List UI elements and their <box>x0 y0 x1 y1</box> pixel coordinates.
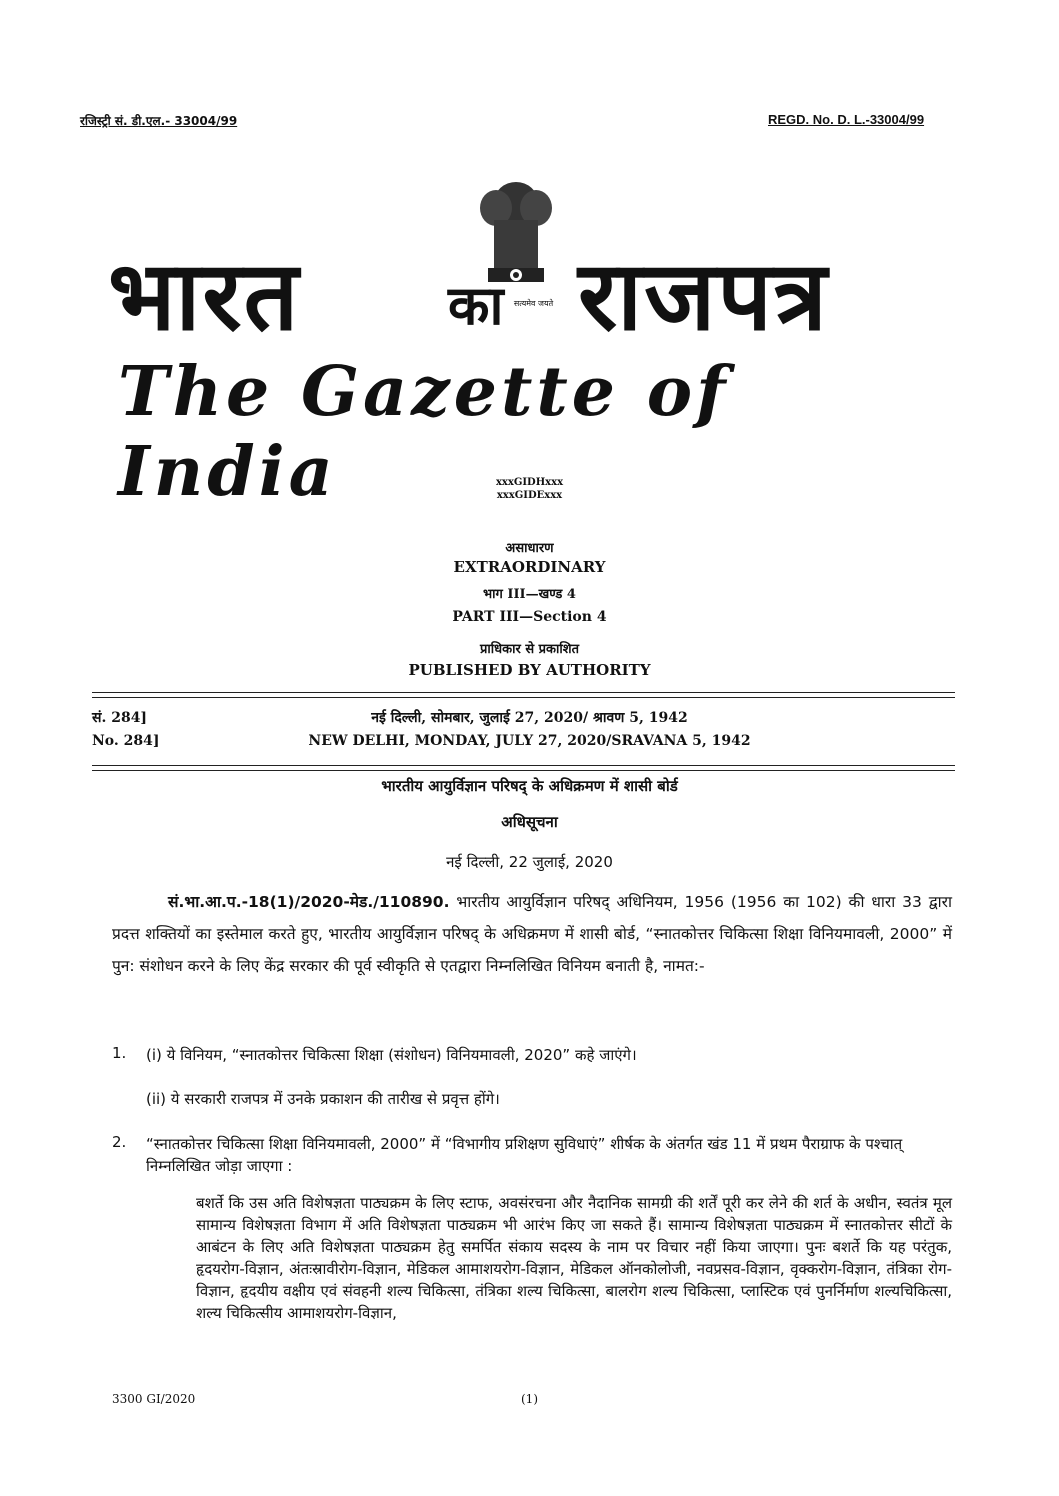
item-1-clause-ii: (ii) ये सरकारी राजपत्र में उनके प्रकाशन की तारीख से प्रवृत्त होंगे। <box>146 1090 500 1108</box>
issue-number-english: No. 284] <box>92 733 160 749</box>
proviso-text: बशर्ते कि उस अति विशेषज्ञता पाठ्यक्रम के लिए स्टाफ, अवसंरचना और नैदानिक सामग्री की शर्तें पूरी कर लेने की शर्त के अधीन, स्वतंत्र मूल सामान्य विशेषज्ञता विभाग में अति विशेषज्ञता पाठ्यक्रम भी आरंभ किए जा सकते हैं। सामान्य विशेषज्ञता पाठ्यक्रम में स्नातकोत्तर सीटों के आबंटन के लिए अति विशेषज्ञता पाठ्यक्रम हेतु समर्पित संकाय सदस्य के नाम पर विचार नहीं किया जाएगा। पुनः बशर्ते कि यह परंतुक, हृदयरोग-विज्ञान, अंतःस्रावीरोग-विज्ञान, मेडिकल आमाशयरोग-विज्ञान, मेडिकल ऑनकोलोजी, नवप्रसव-विज्ञान, वृक्करोग-विज्ञान, तंत्रिका रोग-विज्ञान, हृदयीय वक्षीय एवं संवहनी शल्य चिकित्सा, तंत्रिका शल्य चिकित्सा, बालरोग शल्य चिकित्सा, प्लास्टिक एवं पुनर्निर्माण शल्यचिकित्सा, शल्य चिकित्सीय आमाशयरोग-विज्ञान, <box>196 1194 952 1322</box>
edition-type-english: EXTRAORDINARY <box>453 558 606 576</box>
page-number: (1) <box>521 1392 538 1406</box>
item-1-number: 1. <box>112 1044 127 1062</box>
board-title: भारतीय आयुर्विज्ञान परिषद् के अधिक्रमण में शासी बोर्ड <box>381 777 678 795</box>
footer-code: 3300 GI/2020 <box>112 1392 196 1406</box>
issue-date-english: NEW DELHI, MONDAY, JULY 27, 2020/SRAVANA 5, 1942 <box>308 733 751 749</box>
gid-code-hindi: xxxGIDHxxx <box>495 477 564 488</box>
masthead-hindi-rajpatra: राजपत्र <box>578 240 829 352</box>
part-hindi: भाग III—खण्ड 4 <box>483 587 576 602</box>
top-rule-1 <box>92 692 955 693</box>
gid-code-english: xxxGIDExxx <box>496 490 563 501</box>
masthead-hindi <box>108 240 948 352</box>
preamble-text: भारतीय आयुर्विज्ञान परिषद् अधिनियम, 1956 (1956 का 102) की धारा 33 द्वारा प्रदत्त शक्तियों का इस्तेमाल करते हुए, भारतीय आयुर्विज्ञान परिषद् के अधिक्रमण में शासी बोर्ड, “स्नातकोत्तर चिकित्सा शिक्षा विनियमावली, 2000” में पुन: संशोधन करने के लिए केंद्र सरकार की पूर्व स्वीकृति से एतद्वारा निम्नलिखित विनियम बनाती है, नामत:- <box>112 893 952 975</box>
emblem-motto: सत्यमेव जयते <box>513 299 554 308</box>
masthead-hindi-ka: का <box>448 274 506 337</box>
item-2-number: 2. <box>112 1133 127 1151</box>
notification-heading: अधिसूचना <box>501 813 558 831</box>
registration-number-hindi: रजिस्ट्री सं. डी.एल.- 33004/99 <box>80 114 238 128</box>
bottom-rule-1 <box>92 765 955 766</box>
masthead-english: The Gazette of India <box>118 352 730 512</box>
issue-number-hindi: सं. 284] <box>92 710 148 726</box>
reference-number: सं.भा.आ.प.-18(1)/2020-मेड./110890. <box>168 893 450 911</box>
authority-hindi: प्राधिकार से प्रकाशित <box>480 642 579 657</box>
edition-type-hindi: असाधारण <box>505 541 554 556</box>
registration-number-english: REGD. No. D. L.-33004/99 <box>768 112 925 127</box>
item-2-text: “स्नातकोत्तर चिकित्सा शिक्षा विनियमावली, 2000” में “विभागीय प्रशिक्षण सुविधाएं” शीर्षक के अंतर्गत खंड 11 में प्रथम पैराग्राफ के पश्चात् निम्नलिखित जोड़ा जाएगा : <box>146 1135 903 1175</box>
place-date: नई दिल्ली, 22 जुलाई, 2020 <box>446 853 613 871</box>
issue-date-hindi: नई दिल्ली, सोमबार, जुलाई 27, 2020/ श्रावण 5, 1942 <box>371 710 688 726</box>
authority-english: PUBLISHED BY AUTHORITY <box>408 661 651 679</box>
preamble-paragraph <box>112 886 952 982</box>
top-rule-2 <box>92 697 955 698</box>
item-1-clause-i: (i) ये विनियम, “स्नातकोत्तर चिकित्सा शिक्षा (संशोधन) विनियमावली, 2020” कहे जाएंगे। <box>146 1046 637 1064</box>
masthead-hindi-bharat: भारत <box>108 240 301 352</box>
bottom-rule-2 <box>92 770 955 771</box>
part-english: PART III—Section 4 <box>452 609 607 625</box>
